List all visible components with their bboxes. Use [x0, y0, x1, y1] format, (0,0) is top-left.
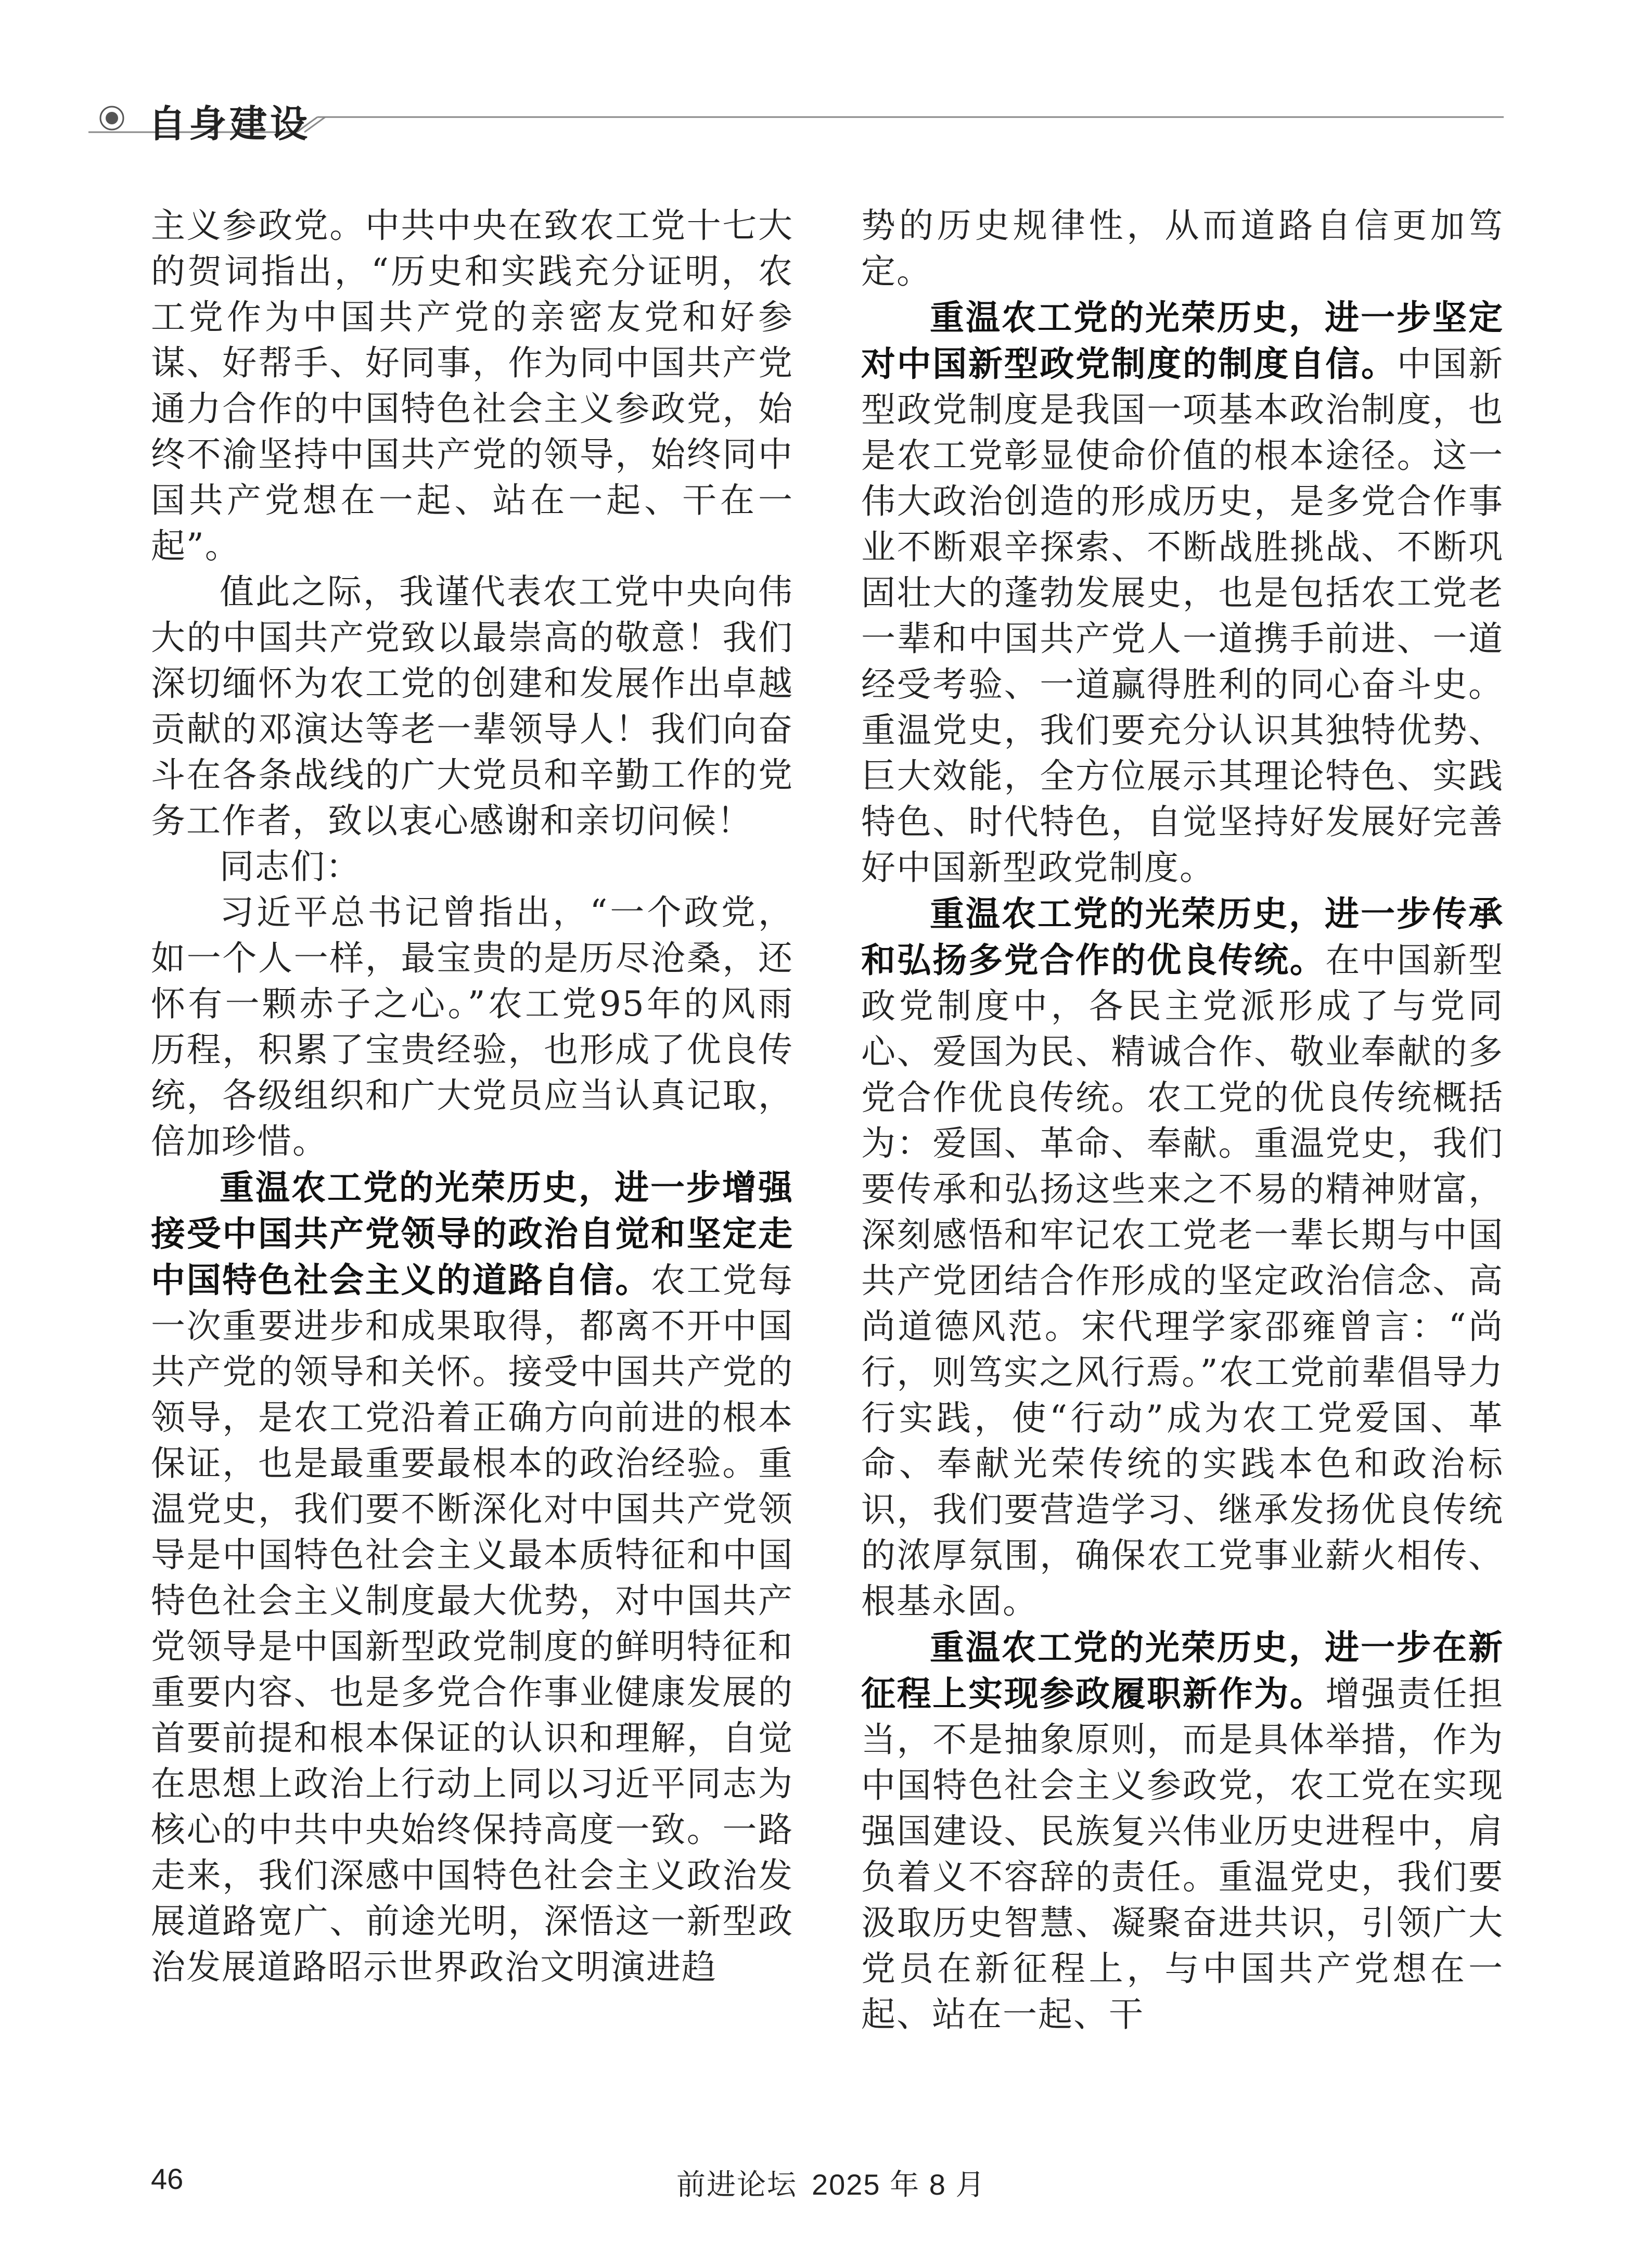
left-column: [151, 203, 793, 1990]
paragraph: [861, 1624, 1504, 2038]
paragraph-body: 农工党每一次重要进步和成果取得，都离不开中国共产党的领导和关怀。接受中国共产党的领导，是农工党沿着正确方向前进的根本保证，也是最重要最根本的政治经验。重温党史，我们要不断深化对中国共产党领导是中国特色社会主义最本质特征和中国特色社会主义制度最大优势，对中国共产党领导是中国新型政党制度的鲜明特征和重要内容、也是多党合作事业健康发展的首要前提和根本保证的认识和理解，自觉在思想上政治上行动上同以习近平同志为核心的中共中央始终保持高度一致。一路走来，我们深感中国特色社会主义政治发展道路宽广、前途光明，深悟这一新型政治发展道路昭示世界政治文明演进趋: [151, 1260, 794, 1987]
paragraph: [151, 1164, 793, 1990]
paragraph-lead: 重温农工党的光荣历史，进一步传承和弘扬多党合作的优良传统。: [861, 893, 1504, 980]
publication-name: 前进论坛: [676, 2168, 797, 2201]
issue-date: 2025 年 8 月: [812, 2168, 986, 2201]
page-footer: [0, 2162, 1652, 2203]
right-column: [861, 203, 1504, 2038]
paragraph-lead: 重温农工党的光荣历史，进一步坚定对中国新型政党制度的制度自信。: [861, 297, 1504, 384]
paragraph-body: 增强责任担当，不是抽象原则，而是具体举措，作为中国特色社会主义参政党，农工党在实现强国建设、民族复兴伟业历史进程中，肩负着义不容辞的责任。重温党史，我们要汲取历史智慧、凝聚奋进共识，引领广大党员在新征程上，与中国共产党想在一起、站在一起、干: [861, 1674, 1504, 2034]
paragraph-lead: 重温农工党的光荣历史，进一步在新征程上实现参政履职新作为。: [861, 1627, 1504, 1714]
paragraph: [861, 294, 1504, 891]
page-header: [88, 78, 1504, 146]
section-title: 自身建设: [148, 102, 311, 146]
paragraph-body: 在中国新型政党制度中，各民主党派形成了与党同心、爱国为民、精诚合作、敬业奉献的多党合作优良传统。农工党的优良传统概括为：爱国、革命、奉献。重温党史，我们要传承和弘扬这些来之不易的精神财富，深刻感悟和牢记农工党老一辈长期与中国共产党团结合作形成的坚定政治信念、高尚道德风范。宋代理学家邵雍曾言：“尚行，则笃实之风行焉。”农工党前辈倡导力行实践，使“行动”成为农工党爱国、革命、奉献光荣传统的实践本色和政治标识，我们要营造学习、继承发扬优良传统的浓厚氛围，确保农工党事业薪火相传、根基永固。: [861, 940, 1504, 1621]
salutation: 同志们：: [220, 847, 361, 887]
paragraph: 习近平总书记曾指出，“一个政党，如一个人一样，最宝贵的是历尽沧桑，还怀有一颗赤子之心。”农工党95年的风雨历程，积累了宝贵经验，也形成了优良传统，各级组织和广大党员应当认真记取，倍加珍惜。: [151, 892, 793, 1161]
paragraph-body: 中国新型政党制度是我国一项基本政治制度，也是农工党彰显使命价值的根本途径。这一伟大政治创造的形成历史，是多党合作事业不断艰辛探索、不断战胜挑战、不断巩固壮大的蓬勃发展史，也是包括农工党老一辈和中国共产党人一道携手前进、一道经受考验、一道赢得胜利的同心奋斗史。重温党史，我们要充分认识其独特优势、巨大效能，全方位展示其理论特色、实践特色、时代特色，自觉坚持好发展好完善好中国新型政党制度。: [861, 344, 1504, 888]
page-number: 46: [151, 2162, 184, 2195]
paragraph: [861, 891, 1504, 1624]
paragraph-lead: 重温农工党的光荣历史，进一步增强接受中国共产党领导的政治自觉和坚定走中国特色社会主义的道路自信。: [151, 1167, 793, 1300]
section-bullet-icon: [99, 105, 125, 131]
paragraph: 主义参政党。中共中央在致农工党十七大的贺词指出，“历史和实践充分证明，农工党作为中国共产党的亲密友党和好参谋、好帮手、好同事，作为同中国共产党通力合作的中国特色社会主义参政党，始终不渝坚持中国共产党的领导，始终同中国共产党想在一起、站在一起、干在一起”。: [151, 206, 793, 566]
paragraph: 值此之际，我谨代表农工党中央向伟大的中国共产党致以最崇高的敬意！我们深切缅怀为农工党的创建和发展作出卓越贡献的邓演达等老一辈领导人！我们向奋斗在各条战线的广大党员和辛勤工作的党务工作者，致以衷心感谢和亲切问候！: [151, 572, 793, 841]
paragraph: 势的历史规律性，从而道路自信更加笃定。: [861, 206, 1504, 291]
